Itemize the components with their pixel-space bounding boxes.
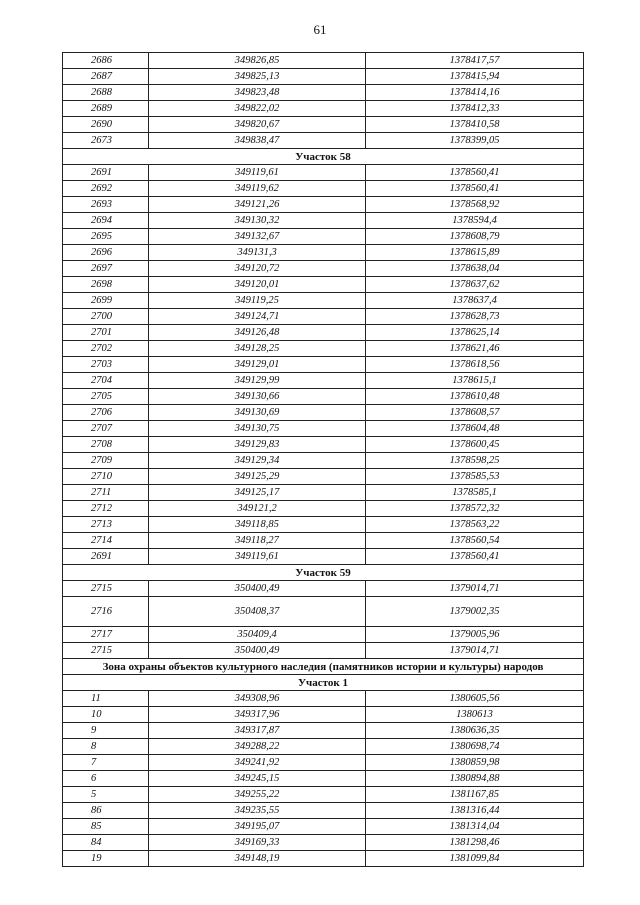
point-number-cell: 2694 (63, 213, 149, 229)
y-coordinate-cell: 1381314,04 (366, 819, 584, 835)
x-coordinate-cell: 349131,3 (149, 245, 366, 261)
table-row (63, 707, 584, 723)
table-row (63, 357, 584, 373)
point-number-cell: 2714 (63, 533, 149, 549)
table-row (63, 469, 584, 485)
x-coordinate-cell: 349124,71 (149, 309, 366, 325)
x-coordinate-cell: 349823,48 (149, 85, 366, 101)
table-row (63, 501, 584, 517)
table-row (63, 133, 584, 149)
y-coordinate-cell: 1378608,79 (366, 229, 584, 245)
y-coordinate-cell: 1378638,04 (366, 261, 584, 277)
x-coordinate-cell: 349130,75 (149, 421, 366, 437)
table-row (63, 835, 584, 851)
point-number-cell: 2697 (63, 261, 149, 277)
x-coordinate-cell: 349317,87 (149, 723, 366, 739)
y-coordinate-cell: 1378572,32 (366, 501, 584, 517)
y-coordinate-cell: 1378600,45 (366, 437, 584, 453)
x-coordinate-cell: 349195,07 (149, 819, 366, 835)
x-coordinate-cell: 349125,29 (149, 469, 366, 485)
x-coordinate-cell: 350400,49 (149, 581, 366, 597)
point-number-cell: 85 (63, 819, 149, 835)
x-coordinate-cell: 349118,85 (149, 517, 366, 533)
point-number-cell: 2673 (63, 133, 149, 149)
point-number-cell: 2708 (63, 437, 149, 453)
section-header-row (63, 565, 584, 581)
point-number-cell: 2704 (63, 373, 149, 389)
section-header-row (63, 149, 584, 165)
x-coordinate-cell: 349825,13 (149, 69, 366, 85)
y-coordinate-cell: 1379014,71 (366, 643, 584, 659)
page-number: 61 (313, 22, 327, 37)
x-coordinate-cell: 349822,02 (149, 101, 366, 117)
point-number-cell: 2692 (63, 181, 149, 197)
y-coordinate-cell: 1378410,58 (366, 117, 584, 133)
y-coordinate-cell: 1378417,57 (366, 53, 584, 69)
y-coordinate-cell: 1378637,62 (366, 277, 584, 293)
y-coordinate-cell: 1379005,96 (366, 627, 584, 643)
table-row (63, 643, 584, 659)
x-coordinate-cell: 350408,37 (149, 597, 366, 627)
point-number-cell: 2703 (63, 357, 149, 373)
section-header-row (63, 659, 584, 675)
y-coordinate-cell: 1378618,56 (366, 357, 584, 373)
y-coordinate-cell: 1378598,25 (366, 453, 584, 469)
point-number-cell: 8 (63, 739, 149, 755)
y-coordinate-cell: 1378568,92 (366, 197, 584, 213)
table-row (63, 85, 584, 101)
section-header: Участок 1 (63, 675, 584, 691)
section-header: Участок 59 (63, 565, 584, 581)
table-row (63, 517, 584, 533)
table-row (63, 213, 584, 229)
point-number-cell: 2715 (63, 581, 149, 597)
y-coordinate-cell: 1378615,1 (366, 373, 584, 389)
y-coordinate-cell: 1378604,48 (366, 421, 584, 437)
table-row (63, 197, 584, 213)
x-coordinate-cell: 349121,2 (149, 501, 366, 517)
x-coordinate-cell: 349241,92 (149, 755, 366, 771)
table-row (63, 101, 584, 117)
table-row (63, 851, 584, 867)
y-coordinate-cell: 1379014,71 (366, 581, 584, 597)
x-coordinate-cell: 349121,26 (149, 197, 366, 213)
y-coordinate-cell: 1378399,05 (366, 133, 584, 149)
table-row (63, 771, 584, 787)
table-row (63, 373, 584, 389)
x-coordinate-cell: 349129,01 (149, 357, 366, 373)
y-coordinate-cell: 1381167,85 (366, 787, 584, 803)
point-number-cell: 2717 (63, 627, 149, 643)
y-coordinate-cell: 1378563,22 (366, 517, 584, 533)
section-header: Зона охраны объектов культурного наследия (памятников истории и культуры) народов (63, 659, 584, 675)
point-number-cell: 2701 (63, 325, 149, 341)
x-coordinate-cell: 349119,61 (149, 165, 366, 181)
x-coordinate-cell: 349118,27 (149, 533, 366, 549)
point-number-cell: 2706 (63, 405, 149, 421)
x-coordinate-cell: 349169,33 (149, 835, 366, 851)
x-coordinate-cell: 349148,19 (149, 851, 366, 867)
table-row (63, 245, 584, 261)
y-coordinate-cell: 1378628,73 (366, 309, 584, 325)
table-row (63, 485, 584, 501)
x-coordinate-cell: 349119,62 (149, 181, 366, 197)
table-row (63, 627, 584, 643)
x-coordinate-cell: 349245,15 (149, 771, 366, 787)
coordinates-table (62, 52, 584, 867)
y-coordinate-cell: 1381099,84 (366, 851, 584, 867)
x-coordinate-cell: 349128,25 (149, 341, 366, 357)
x-coordinate-cell: 349119,25 (149, 293, 366, 309)
point-number-cell: 6 (63, 771, 149, 787)
table-row (63, 293, 584, 309)
point-number-cell: 2696 (63, 245, 149, 261)
x-coordinate-cell: 349308,96 (149, 691, 366, 707)
table-row (63, 341, 584, 357)
x-coordinate-cell: 349130,66 (149, 389, 366, 405)
x-coordinate-cell: 349126,48 (149, 325, 366, 341)
point-number-cell: 2689 (63, 101, 149, 117)
y-coordinate-cell: 1378637,4 (366, 293, 584, 309)
point-number-cell: 5 (63, 787, 149, 803)
x-coordinate-cell: 350409,4 (149, 627, 366, 643)
point-number-cell: 9 (63, 723, 149, 739)
table-row (63, 53, 584, 69)
y-coordinate-cell: 1378412,33 (366, 101, 584, 117)
point-number-cell: 11 (63, 691, 149, 707)
point-number-cell: 19 (63, 851, 149, 867)
point-number-cell: 2702 (63, 341, 149, 357)
table-row (63, 581, 584, 597)
point-number-cell: 10 (63, 707, 149, 723)
coordinates-table-body (63, 53, 584, 867)
table-row (63, 755, 584, 771)
point-number-cell: 2712 (63, 501, 149, 517)
point-number-cell: 2700 (63, 309, 149, 325)
y-coordinate-cell: 1378414,16 (366, 85, 584, 101)
point-number-cell: 7 (63, 755, 149, 771)
table-row (63, 739, 584, 755)
point-number-cell: 2709 (63, 453, 149, 469)
y-coordinate-cell: 1378585,53 (366, 469, 584, 485)
x-coordinate-cell: 349317,96 (149, 707, 366, 723)
point-number-cell: 2693 (63, 197, 149, 213)
table-row (63, 597, 584, 627)
table-row (63, 389, 584, 405)
point-number-cell: 2713 (63, 517, 149, 533)
x-coordinate-cell: 349820,67 (149, 117, 366, 133)
table-row (63, 165, 584, 181)
y-coordinate-cell: 1378615,89 (366, 245, 584, 261)
y-coordinate-cell: 1380605,56 (366, 691, 584, 707)
table-row (63, 69, 584, 85)
point-number-cell: 2705 (63, 389, 149, 405)
point-number-cell: 2687 (63, 69, 149, 85)
x-coordinate-cell: 349129,99 (149, 373, 366, 389)
y-coordinate-cell: 1378560,54 (366, 533, 584, 549)
x-coordinate-cell: 349235,55 (149, 803, 366, 819)
section-header: Участок 58 (63, 149, 584, 165)
point-number-cell: 2707 (63, 421, 149, 437)
y-coordinate-cell: 1378560,41 (366, 181, 584, 197)
table-row (63, 309, 584, 325)
x-coordinate-cell: 349130,69 (149, 405, 366, 421)
table-row (63, 691, 584, 707)
table-row (63, 261, 584, 277)
y-coordinate-cell: 1380613 (366, 707, 584, 723)
table-row (63, 533, 584, 549)
y-coordinate-cell: 1378608,57 (366, 405, 584, 421)
x-coordinate-cell: 349255,22 (149, 787, 366, 803)
point-number-cell: 86 (63, 803, 149, 819)
point-number-cell: 2691 (63, 165, 149, 181)
y-coordinate-cell: 1378560,41 (366, 549, 584, 565)
table-row (63, 229, 584, 245)
point-number-cell: 2691 (63, 549, 149, 565)
table-row (63, 405, 584, 421)
y-coordinate-cell: 1380859,98 (366, 755, 584, 771)
point-number-cell: 2698 (63, 277, 149, 293)
x-coordinate-cell: 349120,72 (149, 261, 366, 277)
point-number-cell: 2690 (63, 117, 149, 133)
y-coordinate-cell: 1378621,46 (366, 341, 584, 357)
table-row (63, 819, 584, 835)
point-number-cell: 2699 (63, 293, 149, 309)
point-number-cell: 2688 (63, 85, 149, 101)
y-coordinate-cell: 1380698,74 (366, 739, 584, 755)
table-row (63, 549, 584, 565)
y-coordinate-cell: 1378415,94 (366, 69, 584, 85)
y-coordinate-cell: 1378625,14 (366, 325, 584, 341)
point-number-cell: 2695 (63, 229, 149, 245)
table-row (63, 723, 584, 739)
point-number-cell: 2686 (63, 53, 149, 69)
y-coordinate-cell: 1378560,41 (366, 165, 584, 181)
point-number-cell: 2715 (63, 643, 149, 659)
y-coordinate-cell: 1380636,35 (366, 723, 584, 739)
x-coordinate-cell: 349132,67 (149, 229, 366, 245)
table-row (63, 787, 584, 803)
point-number-cell: 2716 (63, 597, 149, 627)
x-coordinate-cell: 349129,34 (149, 453, 366, 469)
x-coordinate-cell: 349288,22 (149, 739, 366, 755)
table-row (63, 277, 584, 293)
y-coordinate-cell: 1378585,1 (366, 485, 584, 501)
point-number-cell: 2711 (63, 485, 149, 501)
x-coordinate-cell: 349129,83 (149, 437, 366, 453)
table-row (63, 453, 584, 469)
table-row (63, 181, 584, 197)
table-row (63, 325, 584, 341)
x-coordinate-cell: 349120,01 (149, 277, 366, 293)
y-coordinate-cell: 1380894,88 (366, 771, 584, 787)
table-row (63, 421, 584, 437)
point-number-cell: 2710 (63, 469, 149, 485)
section-header-row (63, 675, 584, 691)
x-coordinate-cell: 349826,85 (149, 53, 366, 69)
y-coordinate-cell: 1381298,46 (366, 835, 584, 851)
y-coordinate-cell: 1381316,44 (366, 803, 584, 819)
table-row (63, 117, 584, 133)
y-coordinate-cell: 1378594,4 (366, 213, 584, 229)
y-coordinate-cell: 1378610,48 (366, 389, 584, 405)
x-coordinate-cell: 349838,47 (149, 133, 366, 149)
x-coordinate-cell: 350400,49 (149, 643, 366, 659)
table-row (63, 437, 584, 453)
point-number-cell: 84 (63, 835, 149, 851)
x-coordinate-cell: 349130,32 (149, 213, 366, 229)
y-coordinate-cell: 1379002,35 (366, 597, 584, 627)
table-row (63, 803, 584, 819)
x-coordinate-cell: 349125,17 (149, 485, 366, 501)
x-coordinate-cell: 349119,61 (149, 549, 366, 565)
